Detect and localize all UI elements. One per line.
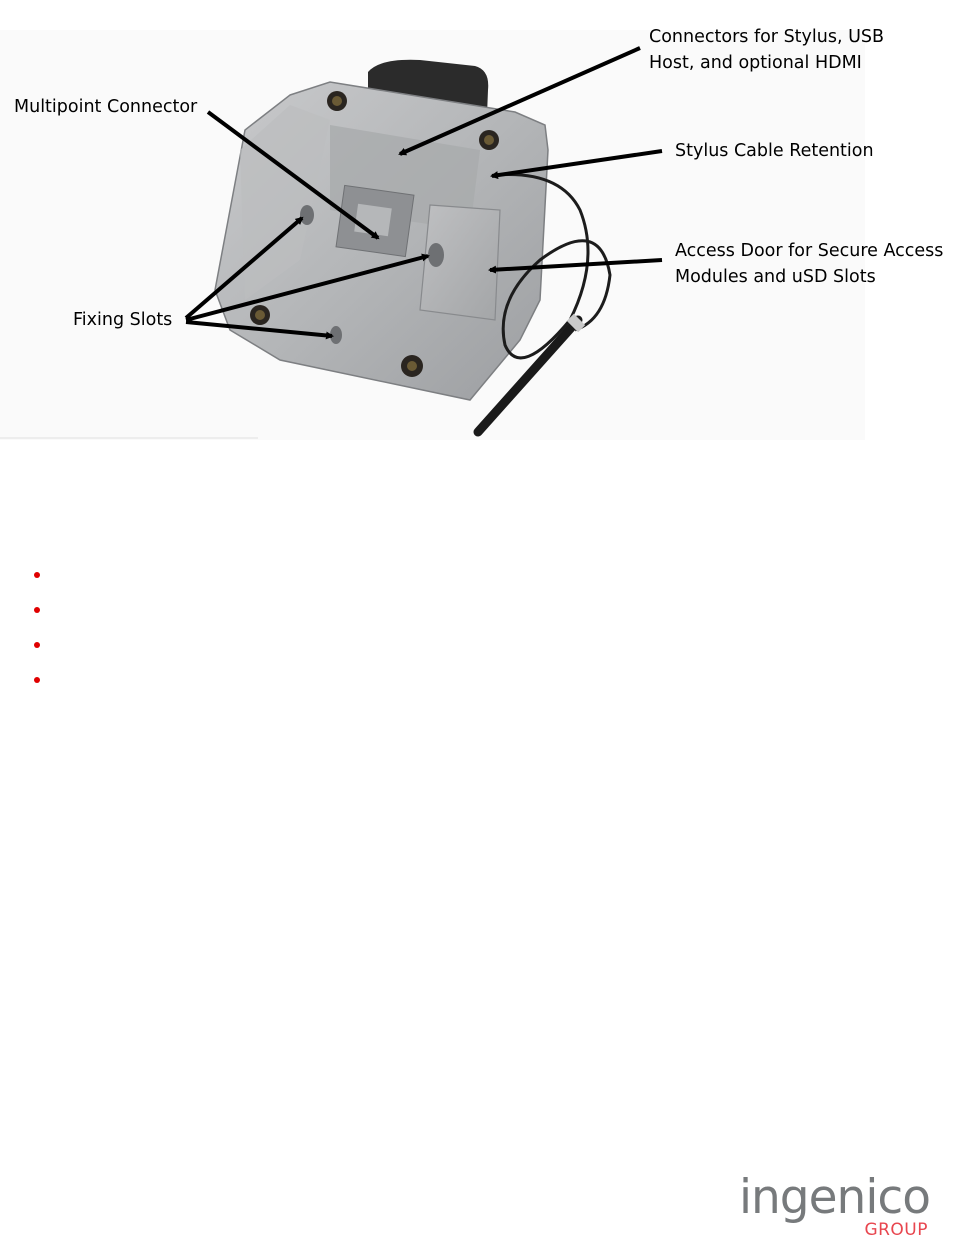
logo-wordmark: ingenico [738,1170,930,1225]
bullet-dot-icon [34,677,40,683]
bullet-dot-icon [34,642,40,648]
callout-fixing-slots: Fixing Slots [73,310,173,330]
callout-stylus-cable-retention: Stylus Cable Retention [675,141,874,161]
callout-connectors-line2: Host, and optional HDMI [649,53,862,73]
device-photo-figure [0,0,944,440]
callout-access-door-line1: Access Door for Secure Access [675,241,944,261]
callout-connectors-line1: Connectors for Stylus, USB [649,27,885,47]
ingenico-group-logo [738,1170,930,1242]
bullet-dot-icon [34,607,40,613]
callout-access-door-line2: Modules and uSD Slots [675,267,876,287]
fixing-slot-1 [300,205,314,225]
callout-multipoint-connector: Multipoint Connector [14,97,198,117]
fixing-slot-2 [428,243,444,267]
logo-group-text: GROUP [864,1220,928,1240]
bullet-dot-icon [34,572,40,578]
